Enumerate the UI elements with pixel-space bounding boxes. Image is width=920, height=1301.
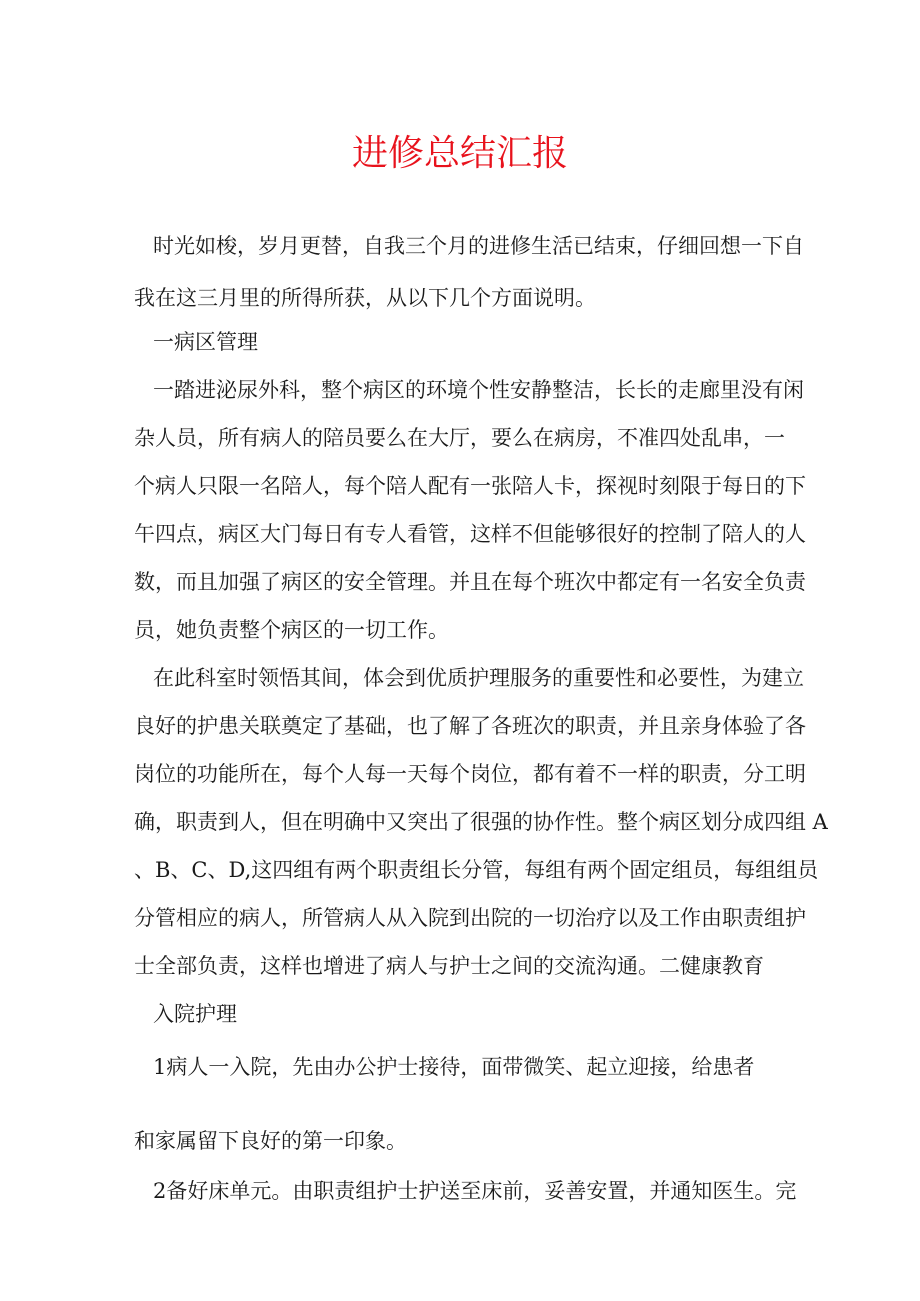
body-line: 时光如梭，岁月更替，自我三个月的进修生活已结束，仔细回想一下自 xyxy=(153,234,804,258)
body-line: 1病人一入院，先由办公护士接待，面带微笑、起立迎接，给患者 xyxy=(153,1055,755,1079)
body-line: 确，职责到人，但在明确中又突出了很强的协作性。整个病区划分成四组 A xyxy=(134,810,828,834)
document-title: 进修总结汇报 xyxy=(351,133,568,174)
body-line: 午四点，病区大门每日有专人看管，这样不但能够很好的控制了陪人的人 xyxy=(134,522,806,546)
body-line: 数，而且加强了病区的安全管理。并且在每个班次中都定有一名安全负责 xyxy=(134,570,806,594)
body-line: 我在这三月里的所得所获，从以下几个方面说明。 xyxy=(134,286,596,310)
body-line: 在此科室时领悟其间，体会到优质护理服务的重要性和必要性，为建立 xyxy=(153,666,804,690)
body-line: 岗位的功能所在，每个人每一天每个岗位，都有着不一样的职责，分工明 xyxy=(134,762,806,786)
body-line: 良好的护患关联奠定了基础，也了解了各班次的职责，并且亲身体验了各 xyxy=(134,714,806,738)
body-line: 杂人员，所有病人的陪员要么在大厅，要么在病房，不准四处乱串，一 xyxy=(134,426,785,450)
body-line: 个病人只限一名陪人，每个陪人配有一张陪人卡，探视时刻限于每日的下 xyxy=(134,474,806,498)
body-line: 士全部负责，这样也增进了病人与护士之间的交流沟通。二健康教育 xyxy=(134,954,764,978)
body-line: 、B、C、D,这四组有两个职责组长分管，每组有两个固定组员，每组组员 xyxy=(134,858,819,882)
body-line: 员，她负责整个病区的一切工作。 xyxy=(134,618,449,642)
body-line: 2备好床单元。由职责组护士护送至床前，妥善安置，并通知医生。完 xyxy=(153,1179,797,1203)
body-line: 分管相应的病人，所管病人从入院到出院的一切治疗以及工作由职责组护 xyxy=(134,906,806,930)
body-line: 一踏进泌尿外科，整个病区的环境个性安静整洁，长长的走廊里没有闲 xyxy=(153,378,804,402)
section-heading: 一病区管理 xyxy=(153,330,258,354)
section-heading: 入院护理 xyxy=(153,1002,237,1026)
body-line: 和家属留下良好的第一印象。 xyxy=(134,1129,407,1153)
